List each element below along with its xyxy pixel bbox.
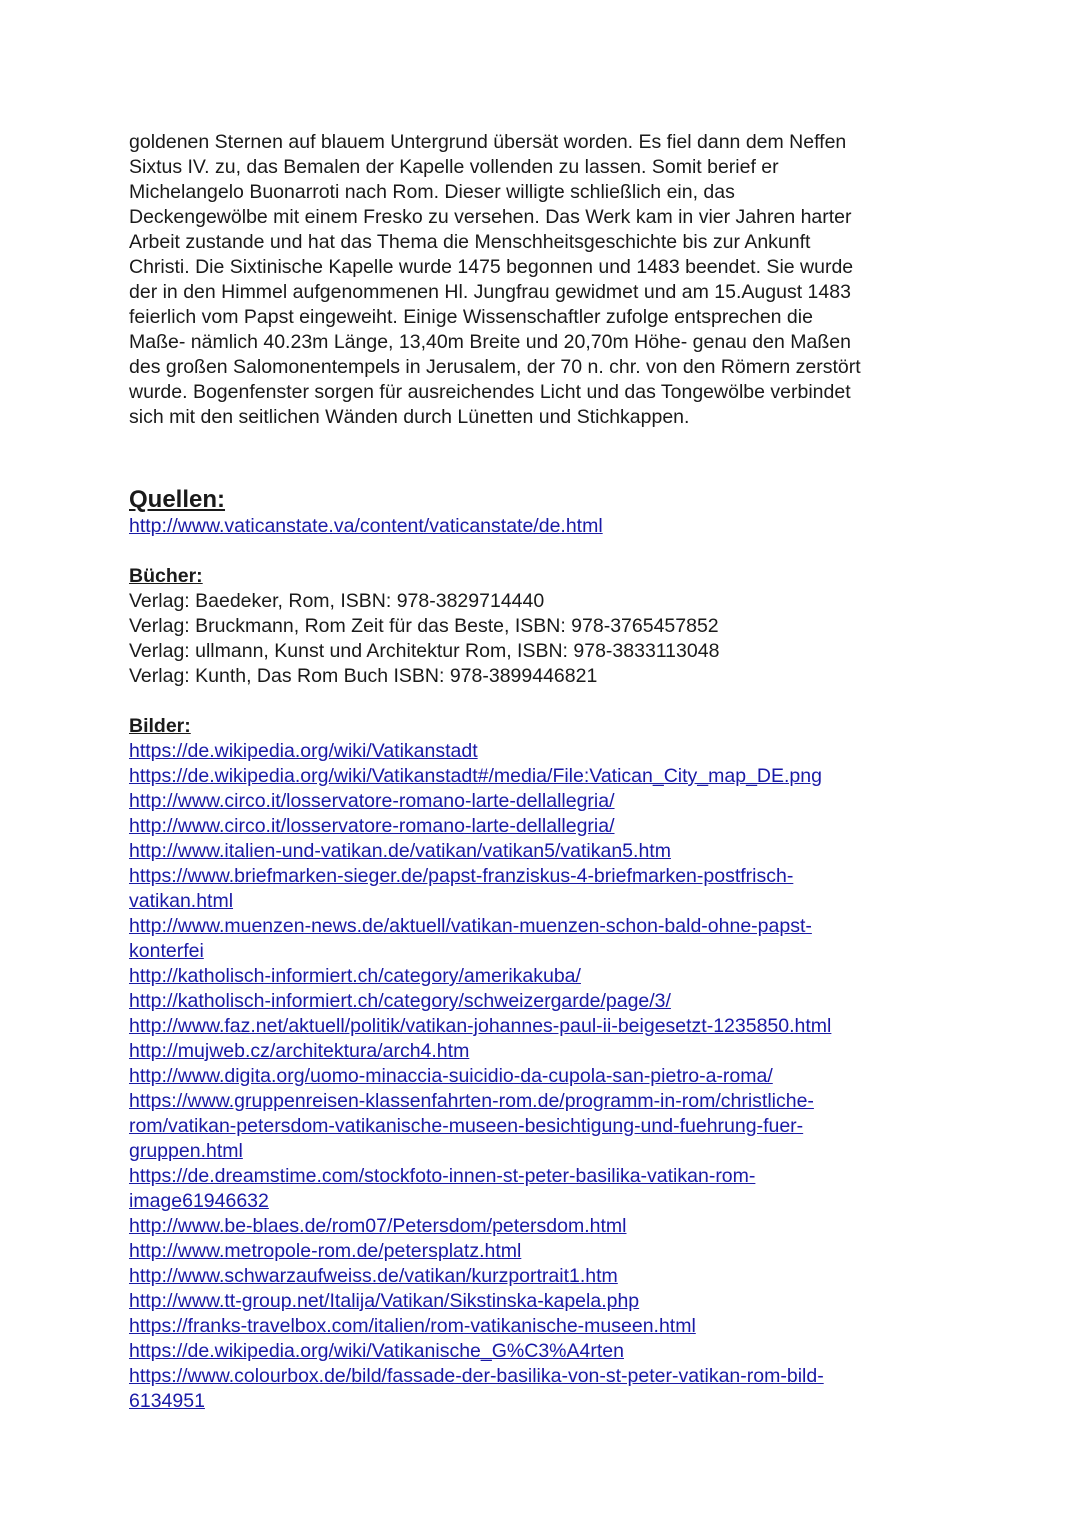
image-link[interactable]: http://katholisch-informiert.ch/category/amerikakuba/ [129,965,581,987]
image-link[interactable]: https://www.gruppenreisen-klassenfahrten-rom.de/programm-in-rom/christliche- [129,1090,814,1112]
image-link[interactable]: http://www.faz.net/aktuell/politik/vatikan-johannes-paul-ii-beigesetzt-1235850.html [129,1015,832,1037]
image-link[interactable]: http://www.circo.it/losservatore-romano-larte-dellallegria/ [129,815,615,837]
book-entry: Verlag: Kunth, Das Rom Buch ISBN: 978-3899446821 [129,665,598,687]
image-link[interactable]: http://mujweb.cz/architektura/arch4.htm [129,1040,470,1062]
books-heading: Bücher: [129,565,203,587]
image-link[interactable]: https://de.wikipedia.org/wiki/Vatikanstadt [129,740,478,762]
intro-paragraph [129,130,959,430]
image-link[interactable]: https://www.colourbox.de/bild/fassade-der-basilika-von-st-peter-vatikan-rom-bild- [129,1365,824,1387]
image-link[interactable]: http://www.italien-und-vatikan.de/vatikan/vatikan5/vatikan5.htm [129,840,671,862]
image-link[interactable]: http://www.schwarzaufweiss.de/vatikan/kurzportrait1.htm [129,1265,618,1287]
images-heading: Bilder: [129,715,191,737]
image-link[interactable]: http://www.be-blaes.de/rom07/Petersdom/petersdom.html [129,1215,627,1237]
image-link[interactable]: http://www.tt-group.net/Italija/Vatikan/Sikstinska-kapela.php [129,1290,640,1312]
sources-heading: Quellen: [129,486,226,513]
image-link[interactable]: http://www.muenzen-news.de/aktuell/vatikan-muenzen-schon-bald-ohne-papst- [129,915,812,937]
paragraph-line: sich mit den seitlichen Wänden durch Lünetten und Stichkappen. [129,406,690,428]
image-link[interactable]: https://franks-travelbox.com/italien/rom-vatikanische-museen.html [129,1315,696,1337]
image-links-list [129,739,959,1414]
paragraph-line: der in den Himmel aufgenommenen Hl. Jungfrau gewidmet und am 15.August 1483 [129,281,851,303]
image-link[interactable]: http://www.circo.it/losservatore-romano-larte-dellallegria/ [129,790,615,812]
image-link[interactable]: http://katholisch-informiert.ch/category/schweizergarde/page/3/ [129,990,671,1012]
document-page [129,130,959,1414]
paragraph-line: Michelangelo Buonarroti nach Rom. Dieser willigte schließlich ein, das [129,181,735,203]
paragraph-line: Arbeit zustande und hat das Thema die Menschheitsgeschichte bis zur Ankunft [129,231,811,253]
paragraph-line: des großen Salomonentempels in Jerusalem, der 70 n. chr. von den Römern zerstört [129,356,861,378]
image-link[interactable]: https://de.dreamstime.com/stockfoto-innen-st-peter-basilika-vatikan-rom- [129,1165,756,1187]
image-link[interactable]: http://www.metropole-rom.de/petersplatz.html [129,1240,522,1262]
image-link-continuation[interactable]: gruppen.html [129,1140,243,1162]
paragraph-line: Christi. Die Sixtinische Kapelle wurde 1475 begonnen und 1483 beendet. Sie wurde [129,256,854,278]
paragraph-line: Sixtus IV. zu, das Bemalen der Kapelle vollenden zu lassen. Somit berief er [129,156,779,178]
image-link-continuation[interactable]: konterfei [129,940,204,962]
book-entry: Verlag: Baedeker, Rom, ISBN: 978-3829714440 [129,590,545,612]
image-link[interactable]: https://de.wikipedia.org/wiki/Vatikanische_G%C3%A4rten [129,1340,624,1362]
book-entry: Verlag: ullmann, Kunst und Architektur Rom, ISBN: 978-3833113048 [129,640,720,662]
paragraph-line: Maße- nämlich 40.23m Länge, 13,40m Breite und 20,70m Höhe- genau den Maßen [129,331,851,353]
image-link-continuation[interactable]: vatikan.html [129,890,234,912]
image-link-continuation[interactable]: rom/vatikan-petersdom-vatikanische-museen-besichtigung-und-fuehrung-fuer- [129,1115,804,1137]
paragraph-line: Deckengewölbe mit einem Fresko zu versehen. Das Werk kam in vier Jahren harter [129,206,852,228]
image-link[interactable]: https://www.briefmarken-sieger.de/papst-franziskus-4-briefmarken-postfrisch- [129,865,794,887]
image-link[interactable]: https://de.wikipedia.org/wiki/Vatikanstadt#/media/File:Vatican_City_map_DE.png [129,765,822,787]
paragraph-line: goldenen Sternen auf blauem Untergrund übersät worden. Es fiel dann dem Neffen [129,131,847,153]
image-link-continuation[interactable]: 6134951 [129,1390,205,1412]
paragraph-line: feierlich vom Papst eingeweiht. Einige Wissenschaftler zufolge entsprechen die [129,306,813,328]
image-link[interactable]: http://www.digita.org/uomo-minaccia-suicidio-da-cupola-san-pietro-a-roma/ [129,1065,773,1087]
source-link-vaticanstate[interactable]: http://www.vaticanstate.va/content/vaticanstate/de.html [129,515,603,537]
image-link-continuation[interactable]: image61946632 [129,1190,269,1212]
paragraph-line: wurde. Bogenfenster sorgen für ausreichendes Licht und das Tongewölbe verbindet [129,381,851,403]
book-entry: Verlag: Bruckmann, Rom Zeit für das Beste, ISBN: 978-3765457852 [129,615,719,637]
books-list [129,589,959,689]
